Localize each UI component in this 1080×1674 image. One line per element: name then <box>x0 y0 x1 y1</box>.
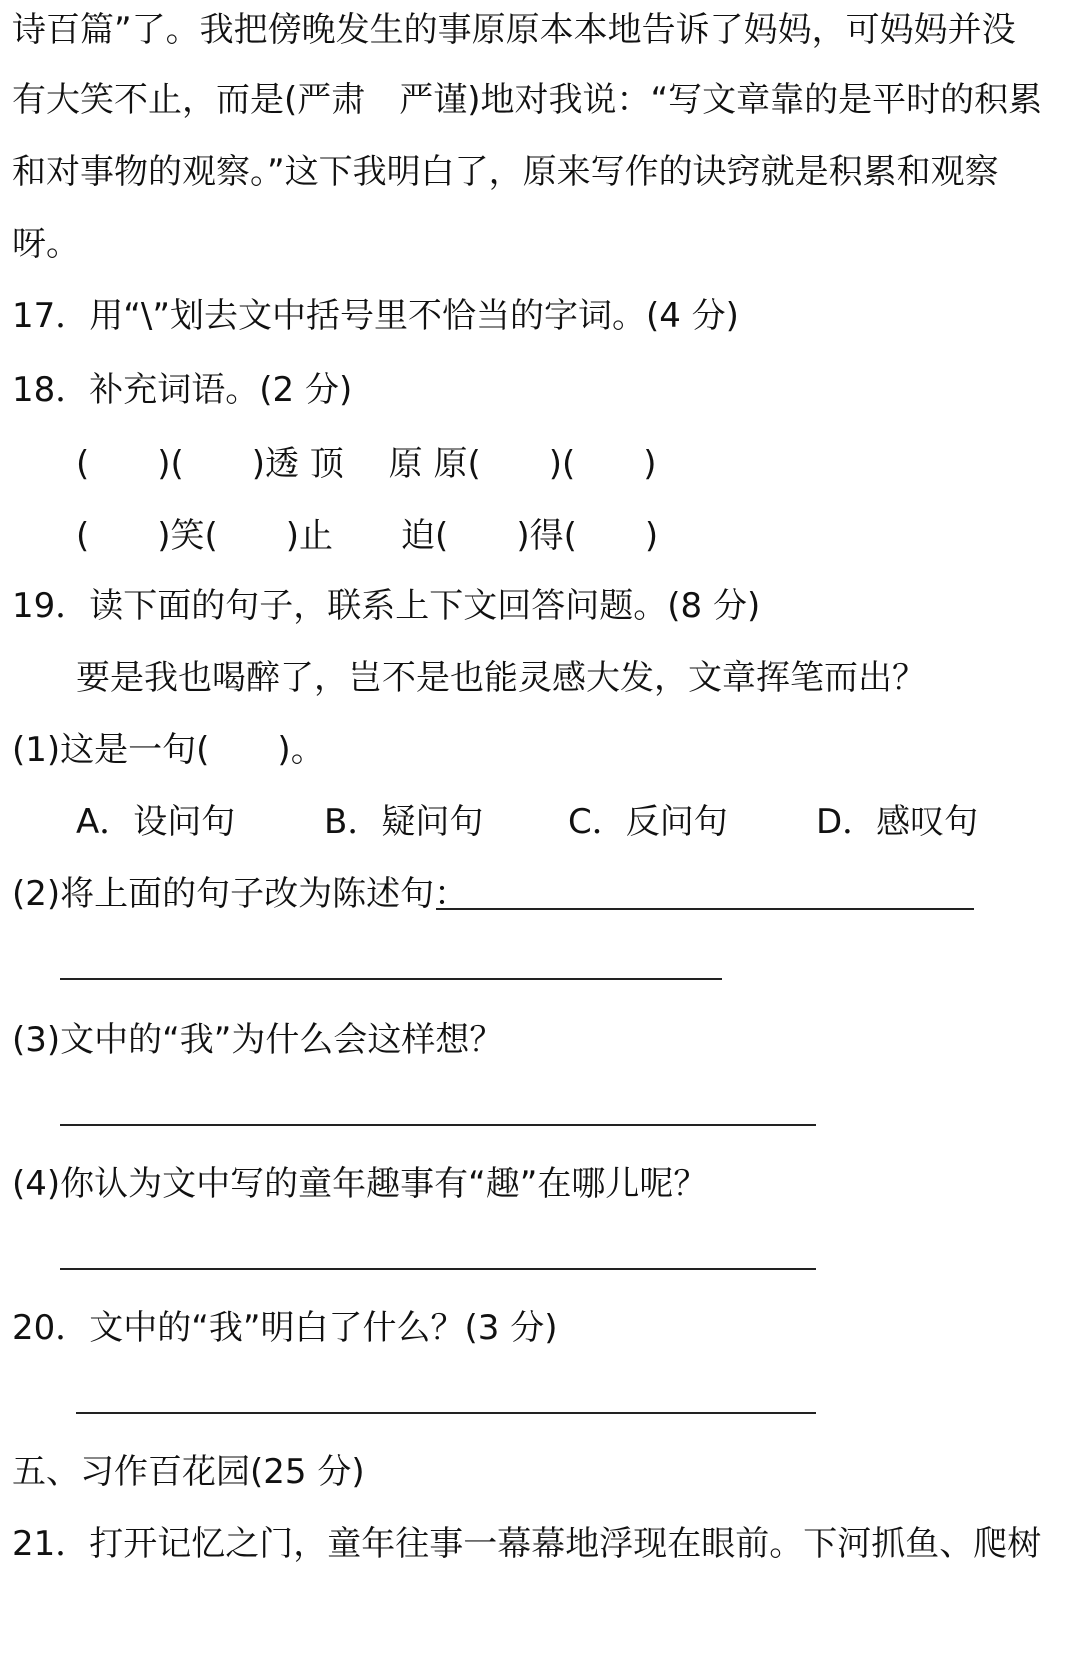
option-c[interactable]: C．反问句 <box>568 802 728 842</box>
question-17: 17．用“\”划去文中括号里不恰当的字词。(4 分) <box>12 296 739 336</box>
passage-line-4: 呀。 <box>12 224 80 264</box>
question-19-sub-2: (2)将上面的句子改为陈述句： <box>12 874 469 914</box>
passage-line-2: 有大笑不止，而是(严肃 严谨)地对我说：“写文章靠的是平时的积累 <box>12 80 1043 120</box>
option-d[interactable]: D．感叹句 <box>816 802 979 842</box>
question-19: 19．读下面的句子，联系上下文回答问题。(8 分) <box>12 586 761 626</box>
question-20: 20．文中的“我”明白了什么？(3 分) <box>12 1308 558 1348</box>
question-18: 18．补充词语。(2 分) <box>12 370 353 410</box>
passage-line-3: 和对事物的观察。”这下我明白了，原来写作的诀窍就是积累和观察 <box>12 152 999 192</box>
question-19-sentence: 要是我也喝醉了，岂不是也能灵感大发，文章挥笔而出？ <box>76 658 926 698</box>
answer-line-sub-2a[interactable] <box>436 908 974 910</box>
answer-line-sub-3[interactable] <box>60 1124 816 1126</box>
answer-line-q20[interactable] <box>76 1412 816 1414</box>
question-18-row-2[interactable]: ( )笑( )止 迫( )得( ) <box>76 516 659 556</box>
section-5-title: 五、习作百花园(25 分) <box>12 1452 365 1492</box>
option-a[interactable]: A．设问句 <box>76 802 236 842</box>
question-19-sub-1: (1)这是一句( )。 <box>12 730 325 770</box>
answer-line-sub-4[interactable] <box>60 1268 816 1270</box>
answer-line-sub-2b[interactable] <box>60 978 722 980</box>
question-18-row-1[interactable]: ( )( )透 顶 原 原( )( ) <box>76 444 657 484</box>
option-b[interactable]: B．疑问句 <box>324 802 484 842</box>
question-19-sub-4: (4)你认为文中写的童年趣事有“趣”在哪儿呢？ <box>12 1164 708 1204</box>
question-21: 21．打开记忆之门，童年往事一幕幕地浮现在眼前。下河抓鱼、爬树 <box>12 1524 1042 1564</box>
passage-line-1: 诗百篇”了。我把傍晚发生的事原原本本地告诉了妈妈，可妈妈并没 <box>12 10 1016 50</box>
question-19-sub-3: (3)文中的“我”为什么会这样想？ <box>12 1020 504 1060</box>
